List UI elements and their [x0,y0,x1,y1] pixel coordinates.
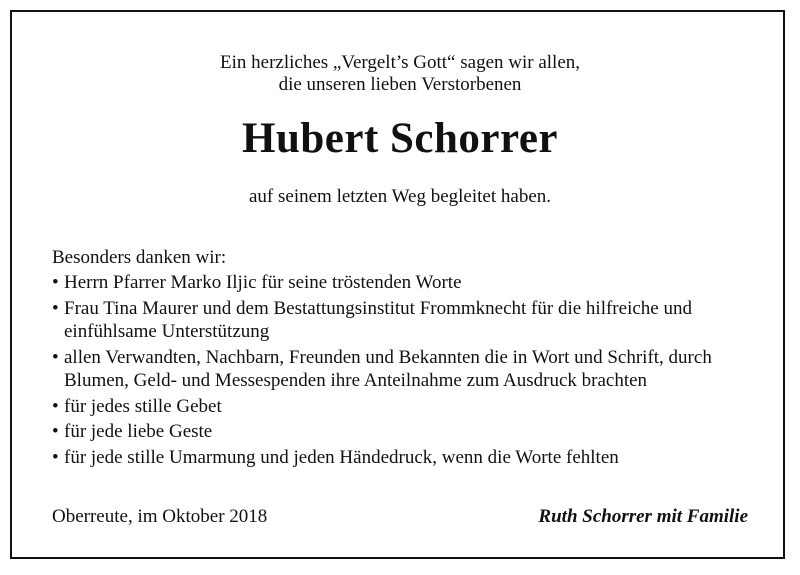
thanks-item-text: Frau Tina Maurer und dem Bestattungsinstitut Frommknecht für die hilfreiche und einfühlsame Unterstützung [64,297,692,342]
signature: Ruth Schorrer mit Familie [538,506,748,527]
bullet-icon: • [52,421,59,442]
bullet-icon: • [52,446,59,468]
thanks-item [52,271,762,295]
thanks-heading: Besonders danken wir: [52,247,227,268]
thanks-item-text: für jedes stille Gebet [64,395,222,417]
intro-line-1: Ein herzliches „Vergelt’s Gott“ sagen wir allen, [220,52,580,73]
outro-line: auf seinem letzten Weg begleitet haben. [249,186,551,207]
thanks-item-text: Herrn Pfarrer Marko Iljic für seine tröstenden Worte [64,272,462,293]
thanks-item [52,346,762,393]
thanks-item-text: für jede stille Umarmung und jeden Händedruck, wenn die Worte fehlten [64,446,619,468]
thanks-item [52,395,762,419]
thanks-item [52,297,762,344]
deceased-name: Hubert Schorrer [242,115,558,162]
thanks-item [52,446,762,470]
thanks-item-text: allen Verwandten, Nachbarn, Freunden und Bekannten die in Wort und Schrift, durch Blumen, Geld- und Messespenden ihre Anteilnahme zum Ausdruck brachten [64,346,712,391]
bullet-icon: • [52,297,59,319]
thanks-item [52,420,762,444]
bullet-icon: • [52,346,59,368]
place-date: Oberreute, im Oktober 2018 [52,506,268,527]
thanks-list [52,271,762,471]
bullet-icon: • [52,272,59,293]
bullet-icon: • [52,395,59,417]
intro-line-2: die unseren lieben Verstorbenen [278,74,522,95]
thanks-item-text: für jede liebe Geste [64,421,213,442]
